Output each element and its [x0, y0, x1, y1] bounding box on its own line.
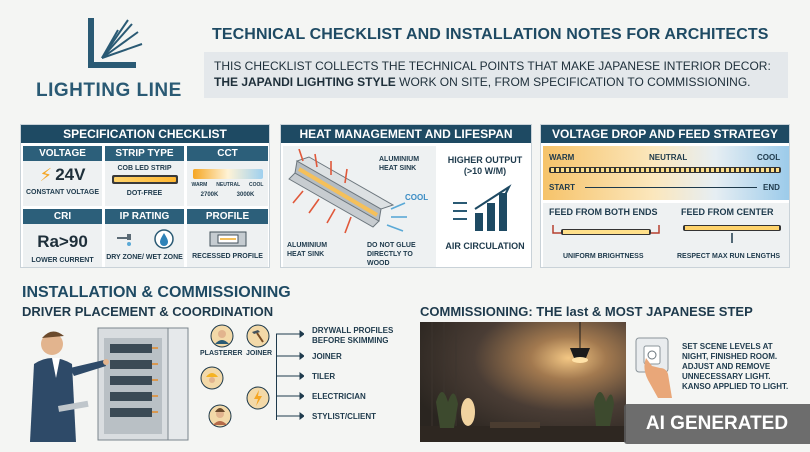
joiner-icon-label: JOINER	[246, 350, 273, 357]
cri-cell	[23, 209, 102, 267]
no-glue-label: DO NOT GLUE DIRECTLY TO WOOD	[367, 242, 416, 267]
recessed-profile-icon	[208, 229, 248, 249]
dimmer-switch-icon	[634, 336, 674, 402]
ip-label: IP RATING	[105, 209, 184, 224]
install-arrows	[276, 330, 304, 422]
install-title: INSTALLATION & COMMISSIONING	[22, 284, 291, 301]
vd-title: VOLTAGE DROP AND FEED STRATEGY	[541, 125, 789, 143]
profile-label: PROFILE	[187, 209, 268, 224]
strip-label: STRIP TYPE	[105, 146, 184, 161]
bolt-icon: ⚡	[39, 164, 53, 185]
vd-uniform: UNIFORM BRIGHTNESS	[563, 253, 644, 260]
cri-value: Ra>90	[37, 232, 88, 251]
electrician-label: ELECTRICIAN	[312, 392, 366, 401]
joiner-label: JOINER	[312, 352, 342, 361]
intro-box	[204, 52, 788, 98]
heat-title: HEAT MANAGEMENT AND LIFESPAN	[281, 125, 531, 143]
ai-generated-badge: AI GENERATED	[624, 404, 810, 444]
voltage-drop-panel	[540, 124, 790, 268]
sink-top-label: ALUMINIUM HEAT SINK	[379, 156, 420, 172]
output-bars-icon	[451, 183, 523, 233]
cct-neutral: NEUTRAL	[216, 182, 241, 188]
plasterer-icon	[210, 324, 234, 348]
water-drop-icon	[153, 229, 175, 249]
cob-strip-icon	[112, 175, 178, 184]
cri-note: LOWER CURRENT	[31, 257, 94, 264]
cct-label: CCT	[187, 146, 268, 161]
feed-center-icon	[681, 221, 785, 245]
spec-title: SPECIFICATION CHECKLIST	[21, 125, 269, 143]
cct-low: 2700K	[200, 192, 219, 198]
vd-center: FEED FROM CENTER	[681, 207, 774, 217]
stylist-icon	[208, 404, 232, 428]
cool-label: COOL	[405, 193, 429, 202]
cct-high: 3000K	[236, 192, 255, 198]
vd-warm: WARM	[549, 153, 575, 162]
feed-both-ends-icon	[551, 221, 661, 245]
cct-cool: COOL	[249, 182, 264, 188]
vd-neutral: NEUTRAL	[649, 153, 688, 162]
brand-name: LIGHTING LINE	[36, 80, 182, 101]
intro-line-1: THIS CHECKLIST COLLECTS THE TECHNICAL POINTS THAT MAKE JAPANESE INTERIOR DECOR:	[214, 59, 771, 73]
page-title: TECHNICAL CHECKLIST AND INSTALLATION NOTES FOR ARCHITECTS	[212, 26, 769, 43]
voltage-note: CONSTANT VOLTAGE	[25, 189, 100, 196]
vd-cool: COOL	[757, 153, 781, 162]
faucet-icon	[114, 229, 136, 249]
stylist-label: STYLIST/CLIENT	[312, 412, 376, 421]
cct-warm: WARM	[191, 182, 208, 188]
voltage-cell	[23, 146, 102, 206]
driver-installation-illustration	[22, 324, 198, 442]
strip-cell	[105, 146, 184, 206]
heat-panel	[280, 124, 532, 268]
commissioning-note: SET SCENE LEVELS AT NIGHT, FINISHED ROOM. ADJUST AND REMOVE UNNECESSARY LIGHT. KANSO APPLIED TO LIGHT.	[682, 342, 789, 391]
strip-note: DOT-FREE	[126, 190, 163, 197]
electric-bolt-icon	[246, 386, 270, 410]
intro-bold: THE JAPANDI LIGHTING STYLE	[214, 75, 396, 89]
strip-top: COB LED STRIP	[117, 165, 172, 172]
vd-both-ends: FEED FROM BOTH ENDS	[549, 207, 658, 217]
ip-note: DRY ZONE/ WET ZONE	[106, 254, 183, 261]
vd-end: END	[763, 183, 780, 192]
voltage-value: 24V	[55, 165, 86, 184]
vd-arrow-line	[585, 187, 757, 188]
air-label: AIR CIRCULATION	[445, 241, 525, 251]
plasterer-label: PLASTERER	[200, 350, 243, 357]
profile-cell	[187, 209, 268, 267]
brand-logo	[88, 18, 148, 70]
higher-output-label: HIGHER OUTPUT (>10 W/M)	[447, 155, 523, 176]
cct-cell	[187, 146, 268, 206]
worker-hardhat-icon	[200, 366, 224, 390]
hammer-icon	[246, 324, 270, 348]
install-subtitle: DRIVER PLACEMENT & COORDINATION	[22, 304, 274, 319]
cct-gradient	[193, 169, 263, 179]
profile-note: RECESSED PROFILE	[192, 253, 263, 260]
ip-cell	[105, 209, 184, 267]
vd-start: START	[549, 183, 576, 192]
sink-bottom-label: ALUMINIUM HEAT SINK	[287, 242, 328, 258]
tiler-label: TILER	[312, 372, 336, 381]
spec-panel	[20, 124, 270, 268]
vd-max-run: RESPECT MAX RUN LENGTHS	[677, 253, 781, 260]
commissioning-photo	[420, 322, 626, 442]
commissioning-title: COMMISSIONING: THE last & MOST JAPANESE STEP	[420, 304, 753, 319]
drywall-label: DRYWALL PROFILES BEFORE SKIMMING	[312, 326, 394, 345]
intro-line-2: WORK ON SITE, FROM SPECIFICATION TO COMMISSIONING.	[395, 75, 751, 89]
cri-label: CRI	[23, 209, 102, 224]
voltage-label: VOLTAGE	[23, 146, 102, 161]
